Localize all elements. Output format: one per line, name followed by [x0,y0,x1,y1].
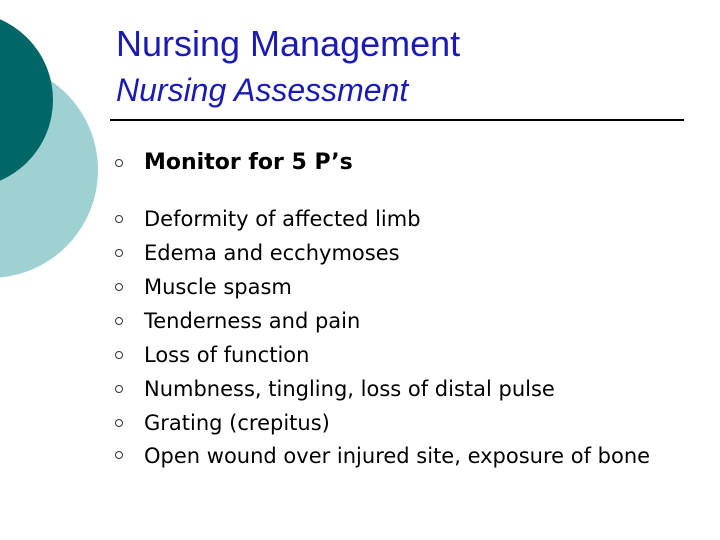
circle-bullet-icon [115,419,123,427]
title-divider [110,119,684,121]
slide-subtitle: Nursing Assessment [116,72,409,108]
bullet-list [112,146,692,471]
circle-bullet-icon [115,385,123,393]
list-item-text: Muscle spasm [144,275,292,299]
decorative-circles [0,0,110,300]
list-item-text: Numbness, tingling, loss of distal pulse [144,377,555,401]
list-item-text: Grating (crepitus) [144,411,330,435]
list-item [112,442,692,471]
list-item [112,338,692,372]
circle-bullet-icon [115,159,123,167]
list-heading [112,146,692,180]
list-item-text: Tenderness and pain [144,309,361,333]
list-item [112,372,692,406]
circle-bullet-icon [115,249,123,257]
list-heading-text: Monitor for 5 P’s [144,150,353,175]
list-item [112,304,692,338]
list-item [112,236,692,270]
circle-bullet-icon [115,215,123,223]
list-item [112,270,692,304]
circle-bullet-icon [115,351,123,359]
list-item-text: Edema and ecchymoses [144,241,400,265]
list-item-text: Loss of function [144,343,310,367]
slide-title: Nursing Management [116,23,461,64]
list-item [112,202,692,236]
circle-bullet-icon [115,451,123,459]
list-item [112,406,692,440]
list-item-text: Deformity of affected limb [144,207,421,231]
list-item-text: Open wound over injured site, exposure of bone [144,444,651,468]
circle-bullet-icon [115,283,123,291]
circle-bullet-icon [115,317,123,325]
